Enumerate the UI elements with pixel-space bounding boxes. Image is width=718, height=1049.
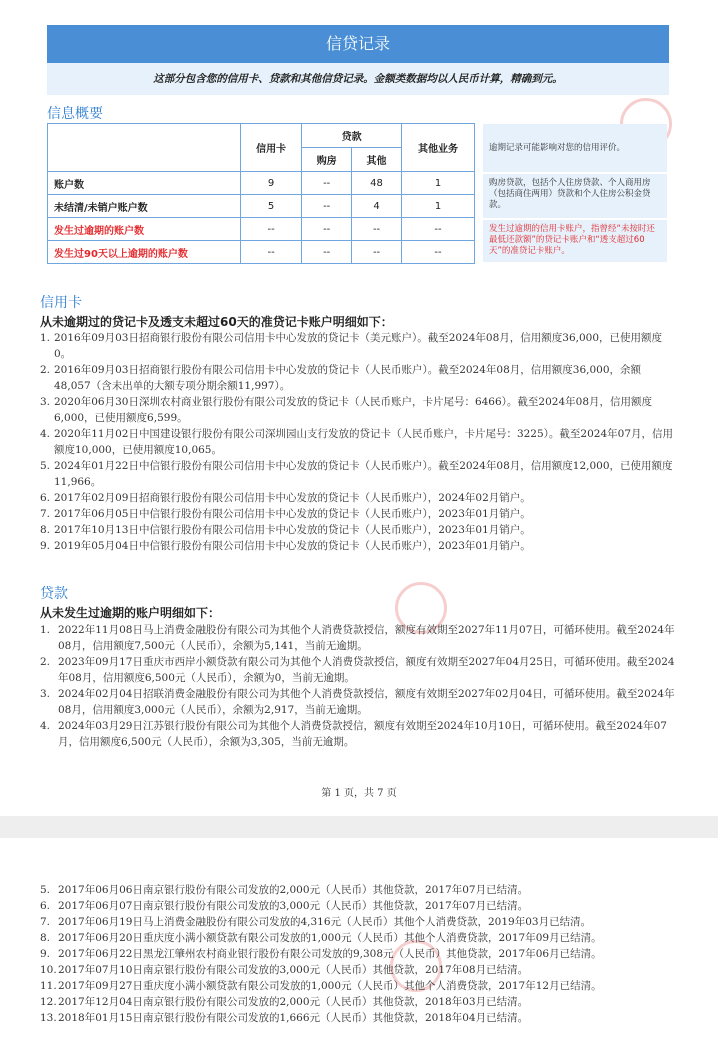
list-item: 7. 2017年06月19日马上消费金融股份有限公司发放的4,316元（人民币）其他个人消费贷款，2019年03月已结清。 <box>40 916 592 928</box>
cell-value: -- <box>302 172 352 195</box>
note-housing-loan: 购房贷款，包括个人住房贷款、个人商用房（包括商住两用）贷款和个人住房公积金贷款。 <box>483 174 667 218</box>
cell-value: -- <box>240 241 301 264</box>
row-label: 未结清/未销户账户数 <box>48 195 241 218</box>
cell-value: -- <box>302 195 352 218</box>
list-item: 12.2017年12月04日南京银行股份有限公司发放的2,000元（人民币）其他贷款，2018年03月已结清。 <box>40 996 529 1008</box>
list-item: 3. 2024年02月04日招联消费金融股份有限公司为其他个人消费贷款授信，额度有效期至2027年02月04日，可循环使用。截至2024年08月，信用额度3,000元（人民币），余额为2,917，当前无逾期。 <box>40 688 675 716</box>
header-other-business: 其他业务 <box>402 124 475 172</box>
cell-value: -- <box>402 218 475 241</box>
row-label: 发生过逾期的账户数 <box>48 218 241 241</box>
header-blank <box>48 124 241 172</box>
credit-card-heading: 从未逾期过的贷记卡及透支未超过60天的准贷记卡账户明细如下： <box>40 315 393 329</box>
header-other: 其他 <box>352 148 402 172</box>
cell-value: -- <box>302 241 352 264</box>
loan-title: 贷款 <box>40 586 68 602</box>
list-item: 9. 2019年05月04日中信银行股份有限公司信用卡中心发放的贷记卡（人民币账户），2023年01月销户。 <box>40 540 531 552</box>
cell-value: 5 <box>240 195 301 218</box>
note-overdue: 逾期记录可能影响对您的信用评价。 <box>483 124 667 172</box>
list-item: 13.2018年01月15日南京银行股份有限公司发放的1,666元（人民币）其他贷款，2018年04月已结清。 <box>40 1012 529 1024</box>
cell-value: -- <box>402 241 475 264</box>
overview-title: 信息概要 <box>47 106 103 122</box>
loan-heading: 从未发生过逾期的账户明细如下： <box>40 606 221 620</box>
list-item: 7. 2017年06月05日中信银行股份有限公司信用卡中心发放的贷记卡（人民币账户），2023年01月销户。 <box>40 508 531 520</box>
list-item: 11.2017年09月27日重庆度小满小额贷款有限公司发放的1,000元（人民币）其他个人消费贷款，2017年12月已结清。 <box>40 980 602 992</box>
loan-list-continued <box>40 882 676 1026</box>
list-item: 4. 2020年11月02日中国建设银行股份有限公司深圳园山支行发放的贷记卡（人民币账户，卡片尾号：3225）。截至2024年07月，信用额度10,000，已使用额度10,065。 <box>40 428 673 456</box>
table-row <box>48 241 475 264</box>
row-label: 账户数 <box>48 172 241 195</box>
list-item: 8. 2017年06月20日重庆度小满小额贷款有限公司发放的1,000元（人民币）其他个人消费贷款，2017年09月已结清。 <box>40 932 602 944</box>
list-item: 2. 2023年09月17日重庆市西岸小额贷款有限公司为其他个人消费贷款授信，额度有效期至2027年04月25日，可循环使用。截至2024年08月，信用额度6,500元（人民币），余额为0，当前无逾期。 <box>40 656 675 684</box>
table-row <box>48 218 475 241</box>
header-loan: 贷款 <box>302 124 402 148</box>
row-label: 发生过90天以上逾期的账户数 <box>48 241 241 264</box>
list-item: 1. 2016年09月03日招商银行股份有限公司信用卡中心发放的贷记卡（美元账户）。截至2024年08月，信用额度36,000，已使用额度0。 <box>40 332 663 360</box>
list-item: 6. 2017年02月09日招商银行股份有限公司信用卡中心发放的贷记卡（人民币账户），2024年02月销户。 <box>40 492 531 504</box>
list-item: 3. 2020年06月30日深圳农村商业银行股份有限公司发放的贷记卡（人民币账户，卡片尾号：6466）。截至2024年08月，信用额度6,000，已使用额度6,599。 <box>40 396 652 424</box>
list-item: 8. 2017年10月13日中信银行股份有限公司信用卡中心发放的贷记卡（人民币账户），2023年01月销户。 <box>40 524 531 536</box>
cell-value: -- <box>240 218 301 241</box>
header-credit-card: 信用卡 <box>240 124 301 172</box>
header-housing: 购房 <box>302 148 352 172</box>
page-separator <box>0 816 718 838</box>
cell-value: 1 <box>402 195 475 218</box>
cell-value: -- <box>352 241 402 264</box>
loan-list <box>40 622 676 750</box>
credit-card-list <box>40 330 676 554</box>
section-banner: 信贷记录 <box>47 25 669 63</box>
overview-table <box>47 123 475 264</box>
list-item: 10.2017年07月10日南京银行股份有限公司发放的3,000元（人民币）其他贷款，2017年08月已结清。 <box>40 964 529 976</box>
section-description: 这部分包含您的信用卡、贷款和其他信贷记录。金额类数据均以人民币计算，精确到元。 <box>47 63 669 95</box>
cell-value: 4 <box>352 195 402 218</box>
cell-value: 1 <box>402 172 475 195</box>
credit-card-title: 信用卡 <box>40 295 82 311</box>
cell-value: 9 <box>240 172 301 195</box>
list-item: 6. 2017年06月07日南京银行股份有限公司发放的3,000元（人民币）其他贷款，2017年07月已结清。 <box>40 900 529 912</box>
list-item: 5. 2024年01月22日中信银行股份有限公司信用卡中心发放的贷记卡（人民币账户）。截至2024年08月，信用额度12,000，已使用额度11,966。 <box>40 460 673 488</box>
list-item: 5. 2017年06月06日南京银行股份有限公司发放的2,000元（人民币）其他贷款，2017年07月已结清。 <box>40 884 529 896</box>
cell-value: -- <box>302 218 352 241</box>
list-item: 9. 2017年06月22日黑龙江肇州农村商业银行股份有限公司发放的9,308元（人民币）其他贷款，2017年06月已结清。 <box>40 948 602 960</box>
note-overdue-card: 发生过逾期的信用卡账户，指曾经“未按时还最低还款额”的贷记卡账户和“透支超过60天”的准贷记卡账户。 <box>483 220 667 262</box>
list-item: 4. 2024年03月29日江苏银行股份有限公司为其他个人消费贷款授信，额度有效期至2024年10月10日，可循环使用。截至2024年07月，信用额度6,500元（人民币），余额为3,305，当前无逾期。 <box>40 720 667 748</box>
cell-value: 48 <box>352 172 402 195</box>
list-item: 1. 2022年11月08日马上消费金融股份有限公司为其他个人消费贷款授信，额度有效期至2027年11月07日，可循环使用。截至2024年08月，信用额度7,500元（人民币），余额为5,141，当前无逾期。 <box>40 624 675 652</box>
table-row <box>48 172 475 195</box>
cell-value: -- <box>352 218 402 241</box>
list-item: 2. 2016年09月03日招商银行股份有限公司信用卡中心发放的贷记卡（人民币账户）。截至2024年08月，信用额度36,000，余额48,057（含未出单的大额专项分期余额11,997）。 <box>40 364 642 392</box>
table-row <box>48 195 475 218</box>
page-number: 第 1 页，共 7 页 <box>321 788 397 799</box>
